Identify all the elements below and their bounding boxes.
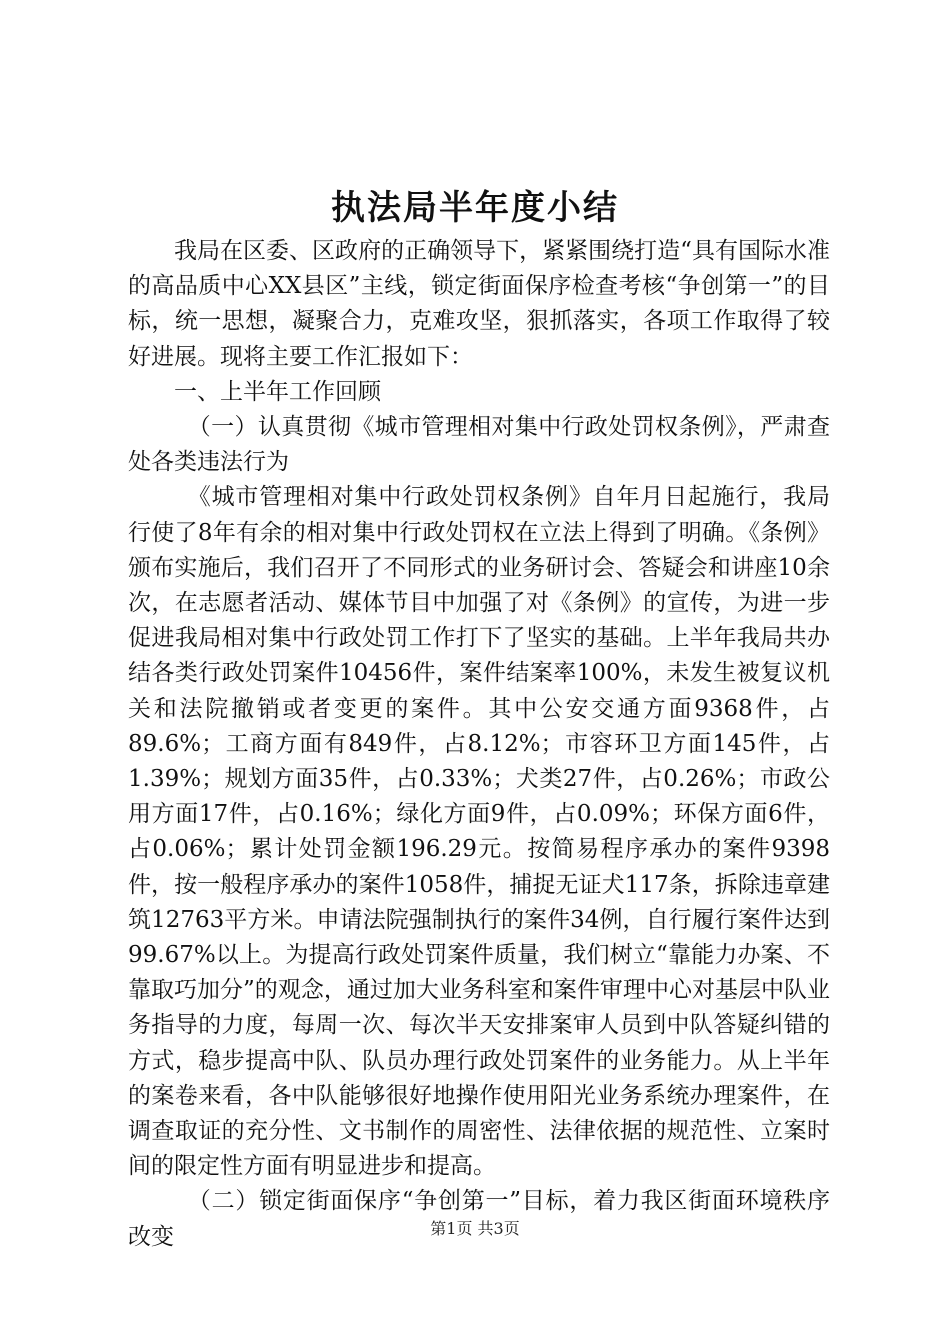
subsection-heading-1: （一）认真贯彻《城市管理相对集中行政处罚权条例》，严肃查处各类违法行为 — [128, 414, 830, 476]
document-body — [128, 234, 830, 1255]
document-title: 执法局半年度小结 — [331, 188, 619, 228]
page-number-footer: 第1页 共3页 — [430, 1219, 520, 1238]
section-heading-1: 一、上半年工作回顾 — [174, 378, 381, 405]
subsection-heading-2: （二）锁定街面保序“争创第一”目标，着力我区街面环境秩序改变 — [128, 1188, 830, 1250]
subsection-body-1: 《城市管理相对集中行政处罚权条例》自年月日起施行，我局行使了8年有余的相对集中行政处罚权在立法上得到了明确。《条例》颁布实施后，我们召开了不同形式的业务研讨会、答疑会和讲座10余次，在志愿者活动、媒体节目中加强了对《条例》的宣传，为进一步促进我局相对集中行政处罚工作打下了坚实的基础。上半年我局共办结各类行政处罚案件10456件，案件结案率100%，未发生被复议机关和法院撤销或者变更的案件。其中公安交通方面9368件，占89.6%；工商方面有849件，占8.12%；市容环卫方面145件，占1.39%；规划方面35件，占0.33%；犬类27件，占0.26%；市政公用方面17件，占0.16%；绿化方面9件，占0.09%；环保方面6件，占0.06%；累计处罚金额196.29元。按简易程序承办的案件9398件，按一般程序承办的案件1058件，捕捉无证犬117条，拆除违章建筑12763平方米。申请法院强制执行的案件34例，自行履行案件达到99.67%以上。为提高行政处罚案件质量，我们树立“靠能力办案、不靠取巧加分”的观念，通过加大业务科室和案件审理中心对基层中队业务指导的力度，每周一次、每次半天安排案审人员到中队答疑纠错的方式，稳步提高中队、队员办理行政处罚案件的业务能力。从上半年的案卷来看，各中队能够很好地操作使用阳光业务系统办理案件，在调查取证的充分性、文书制作的周密性、法律依据的规范性、立案时间的限定性方面有明显进步和提高。 — [128, 484, 830, 1180]
intro-paragraph: 我局在区委、区政府的正确领导下，紧紧围绕打造“具有国际水准的高品质中心XX县区”主线，锁定街面保序检查考核“争创第一”的目标，统一思想，凝聚合力，克难攻坚，狠抓落实，各项工作取得了较好进展。现将主要工作汇报如下： — [128, 238, 830, 370]
